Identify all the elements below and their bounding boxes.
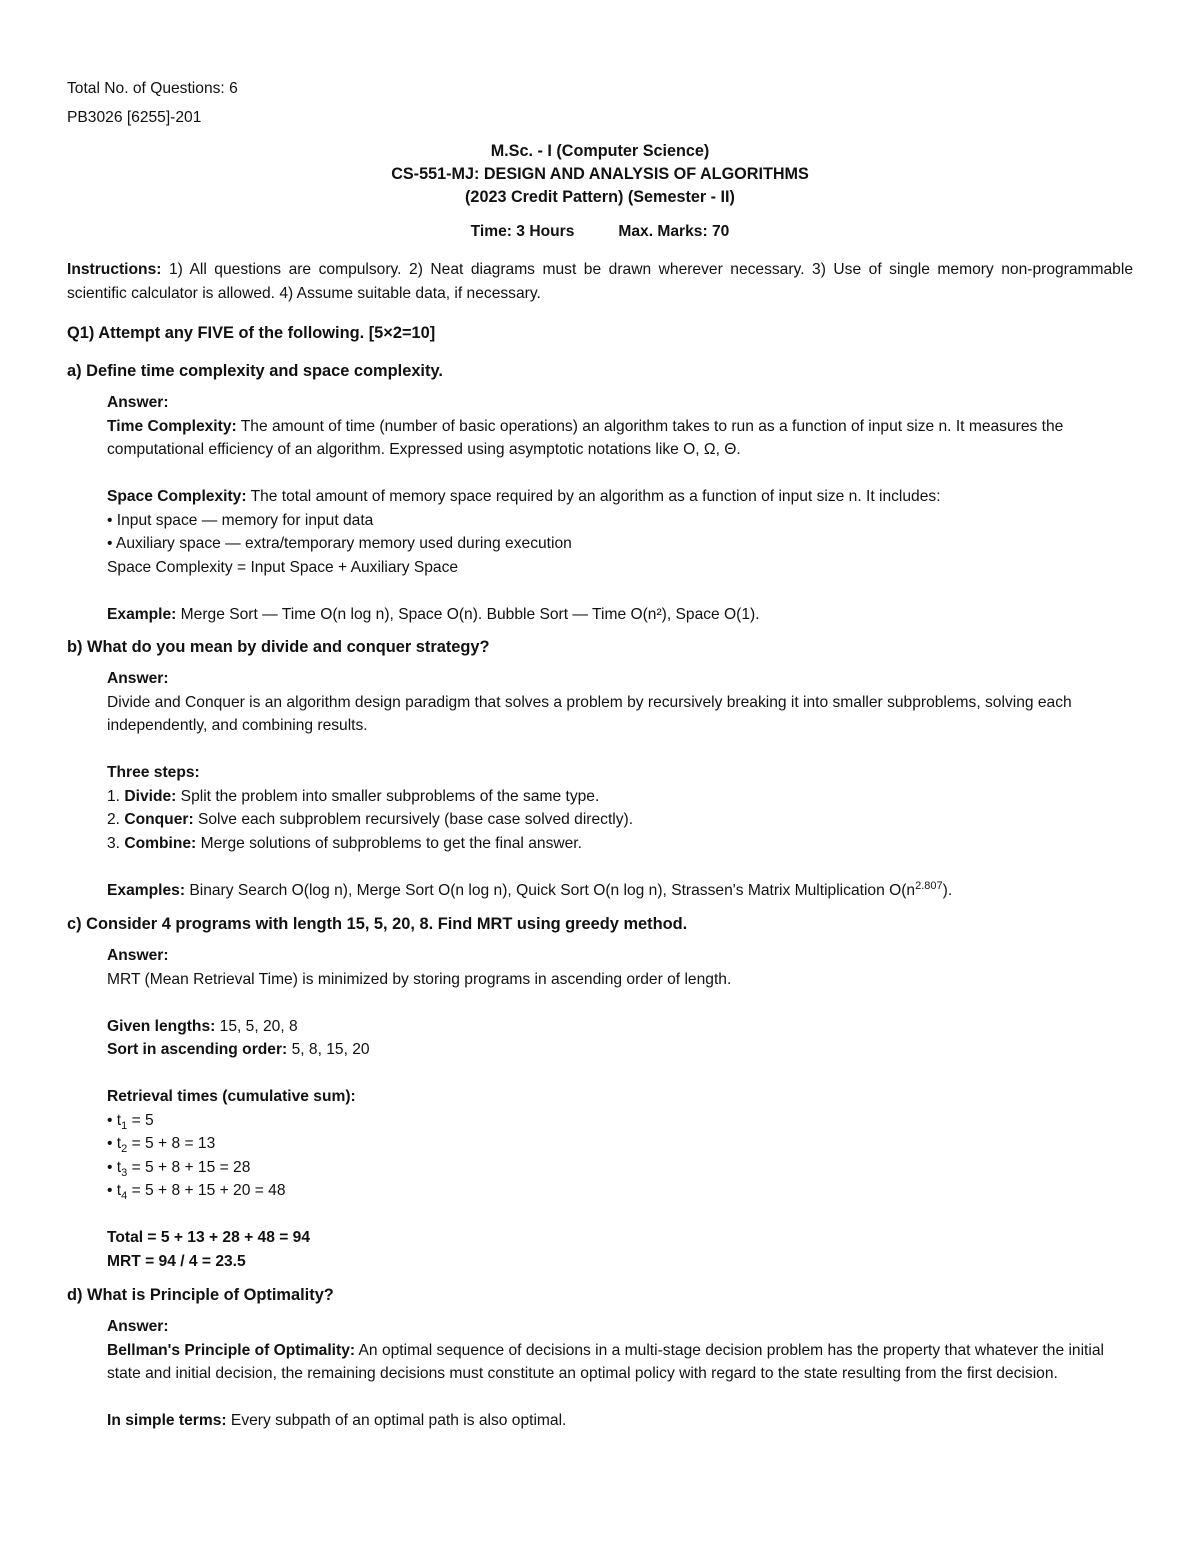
- list-item: • Input space — memory for input data: [107, 511, 374, 529]
- retrieval-heading: [107, 1085, 1133, 1109]
- step-label: Divide:: [124, 787, 177, 805]
- sort-label: Sort in ascending order:: [107, 1041, 288, 1059]
- step-label: Combine:: [124, 834, 197, 852]
- examples-end: ).: [942, 881, 953, 899]
- time-marks-row: [67, 222, 1133, 242]
- space-formula: Space Complexity = Input Space + Auxiliary Space: [107, 558, 459, 576]
- answer-label: Answer:: [107, 670, 169, 688]
- given-text: 15, 5, 20, 8: [215, 1017, 298, 1035]
- simple-terms-label: In simple terms:: [107, 1412, 227, 1430]
- total-value: Total = 5 + 13 + 28 + 48 = 94: [107, 1229, 311, 1247]
- instructions-label: Instructions:: [67, 261, 162, 278]
- step-text: Solve each subproblem recursively (base case solved directly).: [193, 811, 634, 829]
- examples-label: Examples:: [107, 881, 186, 899]
- sorted-order: [107, 1038, 1133, 1062]
- instructions-text: 1) All questions are compulsory. 2) Neat diagrams must be drawn wherever necessary. 3) Use of single memory non-programmable scientific calculator is allowed. 4) Assume suitable data, if necessary.: [67, 261, 1133, 302]
- list-item: • Auxiliary space — extra/temporary memory used during execution: [107, 535, 572, 553]
- list-item: [107, 785, 1133, 809]
- list-item: [107, 832, 1133, 856]
- subscript: 4: [121, 1190, 128, 1203]
- time-complexity-text: The amount of time (number of basic operations) an algorithm takes to run as a function of input size n. It measures the computational efficiency of an algorithm. Expressed using asymptotic notations like O, Ω, Θ.: [107, 417, 1064, 459]
- pattern-title: (2023 Credit Pattern) (Semester - II): [465, 188, 735, 206]
- examples-b: [107, 879, 1133, 903]
- step-text: Split the problem into smaller subproblems of the same type.: [176, 787, 600, 805]
- subscript: 3: [121, 1166, 128, 1179]
- total-line: [107, 1226, 1133, 1250]
- steps-label: [107, 761, 1133, 785]
- space-complexity-text: The total amount of memory space required by an algorithm as a function of input size n. It includes:: [246, 488, 941, 506]
- question-c-title: c) Consider 4 programs with length 15, 5, 20, 8. Find MRT using greedy method.: [67, 915, 688, 934]
- example-label: Example:: [107, 605, 177, 623]
- step-number: 1.: [107, 787, 125, 805]
- time-complexity-label: Time Complexity:: [107, 417, 237, 435]
- course-title: M.Sc. - I (Computer Science): [490, 142, 710, 160]
- time-complexity-def: [107, 415, 1133, 462]
- list-item: • $t_2 = 5 + 8 = 13$: [107, 1135, 216, 1156]
- step-label: Conquer:: [124, 811, 194, 829]
- subscript: 1: [121, 1119, 128, 1132]
- bellman-principle: [107, 1339, 1133, 1386]
- bellman-text: An optimal sequence of decisions in a multi-stage decision problem has the property that whatever the initial state and initial decision, the remaining decisions must constitute an optimal policy with regard to the state resulting from the first decision.: [107, 1341, 1104, 1383]
- retrieval-value: = 5: [127, 1111, 154, 1129]
- space-complexity-def: [107, 485, 1133, 509]
- space-complexity-label: Space Complexity:: [107, 488, 247, 506]
- list-item: • $t_3 = 5 + 8 + 15 = 28$: [107, 1158, 251, 1179]
- subscript: 2: [121, 1143, 128, 1156]
- example-a: [107, 603, 1133, 627]
- answer-b: [107, 667, 1133, 902]
- subject-title: CS-551-MJ: DESIGN AND ANALYSIS OF ALGORITHMS: [391, 165, 809, 183]
- mrt-value: MRT = 94 / 4 = 23.5: [107, 1252, 246, 1270]
- mrt-intro: MRT (Mean Retrieval Time) is minimized by storing programs in ascending order of length.: [107, 970, 732, 988]
- exam-time: Time: 3 Hours: [470, 223, 575, 240]
- retrieval-value: = 5 + 8 + 15 + 20 = 48: [127, 1182, 286, 1200]
- step-number: 2.: [107, 811, 125, 829]
- question-d-title: d) What is Principle of Optimality?: [67, 1286, 334, 1305]
- exam-header: [67, 140, 1133, 209]
- divide-conquer-intro: Divide and Conquer is an algorithm design paradigm that solves a problem by recursively breaking it into smaller subproblems, solving each independently, and combining results.: [107, 693, 1072, 735]
- examples-text: Binary Search O(log n), Merge Sort O(n log n), Quick Sort O(n log n), Strassen's Matrix Multiplication O(n: [185, 881, 916, 899]
- paper-code: PB3026 [6255]-201: [67, 109, 202, 126]
- answer-label: Answer:: [107, 394, 169, 412]
- mrt-line: [107, 1250, 1133, 1274]
- exam-page: [67, 74, 1133, 1433]
- given-lengths: [107, 1015, 1133, 1039]
- list-item: • $t_4 = 5 + 8 + 15 + 20 = 48$: [107, 1182, 286, 1203]
- simple-terms: [107, 1409, 1133, 1433]
- q1-title: Q1) Attempt any FIVE of the following. [5×2=10]: [67, 324, 436, 343]
- answer-label: Answer:: [107, 1318, 169, 1336]
- list-item: [107, 808, 1133, 832]
- bellman-label: Bellman's Principle of Optimality:: [107, 1341, 356, 1359]
- given-label: Given lengths:: [107, 1017, 216, 1035]
- step-number: 3.: [107, 834, 125, 852]
- simple-terms-text: Every subpath of an optimal path is also optimal.: [226, 1412, 567, 1430]
- sort-text: 5, 8, 15, 20: [287, 1041, 370, 1059]
- exponent: 2.807: [915, 879, 943, 892]
- retrieval-label: Retrieval times (cumulative sum):: [107, 1088, 356, 1106]
- instructions: [67, 258, 1133, 305]
- steps-heading: Three steps:: [107, 764, 200, 782]
- answer-label: Answer:: [107, 947, 169, 965]
- answer-a: [107, 391, 1133, 626]
- list-item: • $t_1 = 5$: [107, 1111, 154, 1132]
- step-text: Merge solutions of subproblems to get the final answer.: [196, 834, 582, 852]
- max-marks: Max. Marks: 70: [618, 223, 730, 240]
- answer-d: [107, 1315, 1133, 1433]
- answer-c: [107, 944, 1133, 1273]
- total-questions: Total No. of Questions: 6: [67, 80, 238, 97]
- retrieval-value: = 5 + 8 = 13: [127, 1135, 216, 1153]
- example-text: Merge Sort — Time O(n log n), Space O(n). Bubble Sort — Time O(n²), Space O(1).: [176, 605, 760, 623]
- question-a-title: a) Define time complexity and space complexity.: [67, 362, 443, 381]
- retrieval-value: = 5 + 8 + 15 = 28: [127, 1158, 251, 1176]
- question-b-title: b) What do you mean by divide and conquer strategy?: [67, 638, 490, 657]
